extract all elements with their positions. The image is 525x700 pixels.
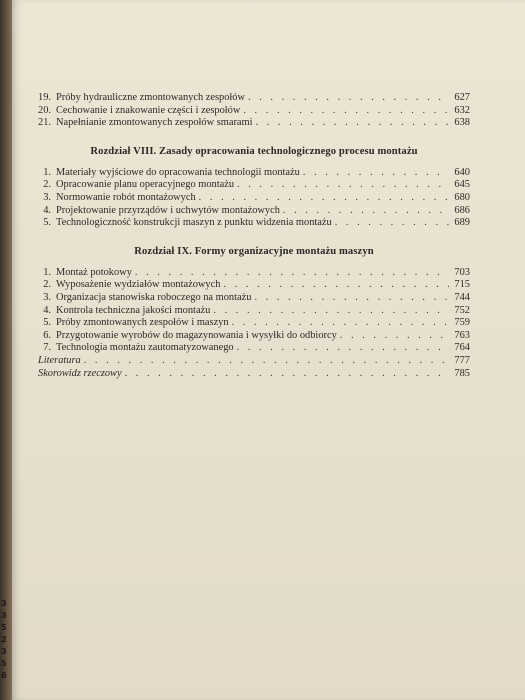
leader-dots bbox=[237, 342, 449, 355]
leader-dots bbox=[243, 105, 449, 118]
toc-entry-page: 764 bbox=[454, 342, 470, 354]
spine-mark: 5 bbox=[1, 659, 7, 668]
leader-dots bbox=[84, 355, 449, 368]
toc-entry bbox=[38, 92, 470, 105]
toc-group-chapter-8 bbox=[38, 167, 470, 230]
leader-dots bbox=[256, 117, 450, 130]
spine-mark: 3 bbox=[1, 611, 7, 620]
toc-entry bbox=[38, 167, 470, 180]
toc-entry-page: 759 bbox=[454, 317, 470, 329]
spine-mark: 3 bbox=[1, 647, 7, 656]
toc-entry-skorowidz bbox=[38, 368, 470, 381]
toc-entry-number: 4. bbox=[43, 304, 51, 316]
leader-dots bbox=[340, 330, 449, 343]
leader-dots bbox=[213, 305, 449, 318]
book-page bbox=[12, 0, 525, 700]
toc-entry-number: 2. bbox=[43, 279, 51, 291]
toc-entry-number: 4. bbox=[43, 204, 51, 216]
toc-entry bbox=[38, 179, 470, 192]
toc-entry-page: 715 bbox=[454, 279, 470, 291]
toc-entry-number: 1. bbox=[43, 166, 51, 178]
toc-entry-literatura bbox=[38, 355, 470, 368]
toc-entry-page: 785 bbox=[454, 367, 470, 379]
toc-entry-number: 2. bbox=[43, 179, 51, 191]
toc-entry-title: Montaż potokowy bbox=[56, 266, 132, 278]
spine-mark: 5 bbox=[1, 623, 7, 632]
toc-entry bbox=[38, 317, 470, 330]
toc-entry-page: 645 bbox=[454, 179, 470, 191]
toc-entry-number: 21. bbox=[38, 117, 51, 129]
toc-entry-page: 689 bbox=[454, 217, 470, 229]
leader-dots bbox=[223, 279, 449, 292]
toc-entry-number: 3. bbox=[43, 191, 51, 203]
toc-entry bbox=[38, 267, 470, 280]
toc-entry-title: Organizacja stanowiska roboczego na montażu bbox=[56, 291, 252, 303]
toc-entry-number: 20. bbox=[38, 104, 51, 116]
toc-entry-title: Opracowanie planu operacyjnego montażu bbox=[56, 179, 235, 191]
toc-entry-page: 640 bbox=[454, 166, 470, 178]
toc-entry-page: 627 bbox=[454, 92, 470, 103]
toc-entry-title: Normowanie robót montażowych bbox=[56, 191, 196, 203]
toc-entry-title: Próby hydrauliczne zmontowanych zespołów bbox=[56, 92, 245, 103]
toc-entry-title: Przygotowanie wyrobów do magazynowania i wysyłki do odbiorcy bbox=[56, 329, 337, 341]
toc-entry-title: Materiały wyjściowe do opracowania technologii montażu bbox=[56, 166, 300, 178]
toc-entry bbox=[38, 205, 470, 218]
leader-dots bbox=[125, 368, 449, 381]
toc-entry-page: 703 bbox=[454, 266, 470, 278]
leader-dots bbox=[335, 217, 449, 230]
table-of-contents bbox=[38, 92, 470, 380]
toc-entry bbox=[38, 292, 470, 305]
toc-entry-page: 638 bbox=[454, 117, 470, 129]
leader-dots bbox=[232, 317, 449, 330]
toc-entry bbox=[38, 342, 470, 355]
toc-entry-page: 744 bbox=[454, 291, 470, 303]
toc-entry-title: Projektowanie przyrządów i uchwytów montażowych bbox=[56, 204, 280, 216]
toc-entry-number: 3. bbox=[43, 291, 51, 303]
toc-entry-number: 19. bbox=[38, 92, 51, 103]
chapter-heading: Rozdział IX. Formy organizacyjne montażu maszyn bbox=[134, 245, 374, 257]
spine-mark: 2 bbox=[1, 635, 7, 644]
toc-entry-title: Literatura bbox=[38, 354, 81, 366]
leader-dots bbox=[237, 179, 449, 192]
toc-entry-title: Technologia montażu zautomatyzowanego bbox=[56, 342, 234, 354]
leader-dots bbox=[303, 167, 449, 180]
toc-entry bbox=[38, 105, 470, 118]
toc-entry bbox=[38, 330, 470, 343]
toc-entry-number: 1. bbox=[43, 266, 51, 278]
toc-entry-page: 686 bbox=[454, 204, 470, 216]
leader-dots bbox=[248, 92, 449, 105]
toc-entry bbox=[38, 305, 470, 318]
toc-entry-page: 680 bbox=[454, 191, 470, 203]
toc-entry-title: Kontrola techniczna jakości montażu bbox=[56, 304, 211, 316]
chapter-heading: Rozdział VIII. Zasady opracowania technologicznego procesu montażu bbox=[90, 145, 418, 157]
toc-entry bbox=[38, 279, 470, 292]
toc-entry-number: 5. bbox=[43, 217, 51, 229]
toc-entry-title: Technologiczność konstrukcji maszyn z punktu widzenia montażu bbox=[56, 217, 332, 229]
toc-entry-title: Wyposażenie wydziałów montażowych bbox=[56, 279, 221, 291]
toc-group-chapter-9 bbox=[38, 267, 470, 380]
leader-dots bbox=[283, 205, 449, 218]
toc-entry-page: 777 bbox=[454, 354, 470, 366]
toc-entry-number: 5. bbox=[43, 317, 51, 329]
spine-mark: 6 bbox=[1, 671, 7, 680]
leader-dots bbox=[254, 292, 449, 305]
toc-entry bbox=[38, 117, 470, 130]
spine-mark: 3 bbox=[1, 599, 7, 608]
toc-group-top bbox=[38, 92, 470, 130]
toc-entry-page: 752 bbox=[454, 304, 470, 316]
toc-entry bbox=[38, 217, 470, 230]
toc-entry bbox=[38, 192, 470, 205]
toc-entry-page: 763 bbox=[454, 329, 470, 341]
toc-entry-page: 632 bbox=[454, 104, 470, 116]
toc-entry-number: 7. bbox=[43, 342, 51, 354]
leader-dots bbox=[199, 192, 449, 205]
toc-entry-title: Skorowidz rzeczowy bbox=[38, 367, 122, 379]
leader-dots bbox=[135, 267, 449, 280]
toc-entry-number: 6. bbox=[43, 329, 51, 341]
toc-entry-title: Napełnianie zmontowanych zespołów smarami bbox=[56, 117, 253, 129]
toc-entry-title: Próby zmontowanych zespołów i maszyn bbox=[56, 317, 229, 329]
toc-entry-title: Cechowanie i znakowanie części i zespołów bbox=[56, 104, 241, 116]
